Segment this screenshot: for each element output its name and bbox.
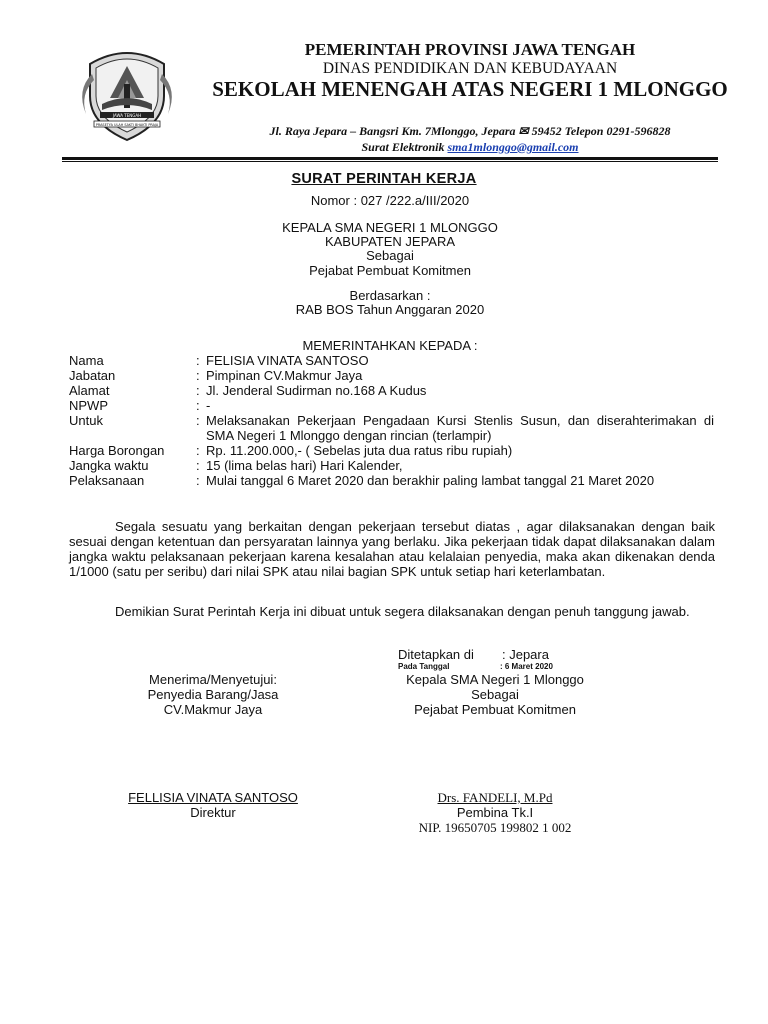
right-signer-name bbox=[380, 790, 610, 805]
issued-date-value: : 6 Maret 2020 bbox=[500, 662, 553, 671]
right-signer-nip: NIP. 19650705 199802 1 002 bbox=[418, 820, 572, 835]
header-divider-thin bbox=[62, 161, 718, 162]
field-label: Harga Borongan bbox=[69, 443, 165, 458]
right-sign-line-3: Pejabat Pembuat Komitmen bbox=[414, 702, 576, 717]
body-paragraph-1: Segala sesuatu yang berkaitan dengan pekerjaan tersebut diatas , agar dilaksanakan dengan baik sesuai dengan ketentuan dan persyaratan lainnya yang berlaku. Jika pekerjaan tidak dapat dilaksanakan dalam jangka waktu pelaksanaan pekerjaan karena kesalahan atau kelalaian penyedia, maka akan dikenakan denda 1/1000 (satu per seribu) dari nilai SPK atau nilai bagian SPK untuk setiap hari keterlambatan. bbox=[69, 519, 715, 579]
basis-value: RAB BOS Tahun Anggaran 2020 bbox=[295, 302, 485, 317]
left-sign-line-2: Penyedia Barang/Jasa bbox=[147, 687, 279, 702]
command-heading: MEMERINTAHKAN KEPADA : bbox=[302, 338, 478, 353]
document-title: SURAT PERINTAH KERJA bbox=[291, 171, 477, 187]
header-department: DINAS PENDIDIKAN DAN KEBUDAYAAN bbox=[322, 60, 618, 77]
field-label: Alamat bbox=[69, 383, 110, 398]
issued-place-label: Ditetapkan di bbox=[398, 647, 474, 662]
issuer-line-3: Sebagai bbox=[366, 248, 414, 263]
document-number: Nomor : 027 /222.a/III/2020 bbox=[310, 193, 470, 208]
issued-place-value: : Jepara bbox=[502, 647, 549, 662]
postal-phone: 59452 Telepon 0291-596828 bbox=[531, 124, 671, 138]
field-label: Jabatan bbox=[69, 368, 116, 383]
field-label: NPWP bbox=[69, 398, 108, 413]
body-paragraph-2: Demikian Surat Perintah Kerja ini dibuat untuk segera dilaksanakan dengan penuh tanggung jawab. bbox=[115, 604, 690, 619]
field-value: Jl. Jenderal Sudirman no.168 A Kudus bbox=[206, 383, 427, 398]
field-value: FELISIA VINATA SANTOSO bbox=[206, 353, 369, 368]
right-signer-rank: Pembina Tk.I bbox=[456, 805, 534, 820]
header-address bbox=[190, 124, 750, 139]
header-government: PEMERINTAH PROVINSI JAWA TENGAH bbox=[304, 40, 636, 59]
email-link[interactable]: sma1mlonggo@gmail.com bbox=[447, 140, 579, 154]
header-school: SEKOLAH MENENGAH ATAS NEGERI 1 MLONGGO bbox=[212, 77, 728, 101]
field-value: Mulai tanggal 6 Maret 2020 dan berakhir paling lambat tanggal 21 Maret 2020 bbox=[206, 473, 655, 488]
email-label: Surat Elektronik bbox=[361, 140, 445, 154]
right-sign-line-1: Kepala SMA Negeri 1 Mlonggo bbox=[406, 672, 584, 687]
field-value: 15 (lima belas hari) Hari Kalender, bbox=[206, 458, 403, 473]
field-value: Rp. 11.200.000,- ( Sebelas juta dua ratus ribu rupiah) bbox=[206, 443, 513, 458]
svg-text:PRASETYA ULAH SAKTI BHAKTI PRA: PRASETYA ULAH SAKTI BHAKTI PRAJA bbox=[95, 123, 159, 127]
basis-label: Berdasarkan : bbox=[349, 288, 431, 303]
issuer-line-4: Pejabat Pembuat Komitmen bbox=[309, 263, 471, 278]
header-divider-thick bbox=[62, 157, 718, 160]
field-label: Pelaksanaan bbox=[69, 473, 145, 488]
issuer-line-2: KABUPATEN JEPARA bbox=[324, 234, 456, 249]
field-value: Pimpinan CV.Makmur Jaya bbox=[206, 368, 363, 383]
field-label: Jangka waktu bbox=[69, 458, 149, 473]
envelope-icon: ✉ bbox=[518, 124, 529, 138]
left-signer-name-text: FELLISIA VINATA SANTOSO bbox=[128, 790, 298, 805]
field-label: Nama bbox=[69, 353, 104, 368]
issued-date-label: Pada Tanggal bbox=[398, 662, 450, 671]
left-sign-line-3: CV.Makmur Jaya bbox=[163, 702, 263, 717]
province-logo bbox=[72, 44, 182, 144]
field-value: - bbox=[206, 398, 211, 413]
issuer-line-1: KEPALA SMA NEGERI 1 MLONGGO bbox=[282, 220, 498, 235]
left-sign-line-1: Menerima/Menyetujui: bbox=[149, 672, 277, 687]
left-signer-name bbox=[98, 790, 328, 805]
header-email-line bbox=[190, 140, 750, 155]
right-sign-line-2: Sebagai bbox=[471, 687, 519, 702]
address-text: Jl. Raya Jepara – Bangsri Km. 7Mlonggo, Jepara bbox=[269, 124, 516, 138]
svg-text:JAWA TENGAH: JAWA TENGAH bbox=[112, 113, 142, 118]
field-label: Untuk bbox=[69, 413, 103, 428]
left-signer-title: Direktur bbox=[190, 805, 236, 820]
field-value: Melaksanakan Pekerjaan Pengadaan Kursi Stenlis Susun, dan diserahterimakan di SMA Negeri 1 Mlonggo dengan rincian (terlampir) bbox=[206, 413, 714, 443]
right-signer-name-text: Drs. FANDELI, M.Pd bbox=[437, 790, 553, 805]
